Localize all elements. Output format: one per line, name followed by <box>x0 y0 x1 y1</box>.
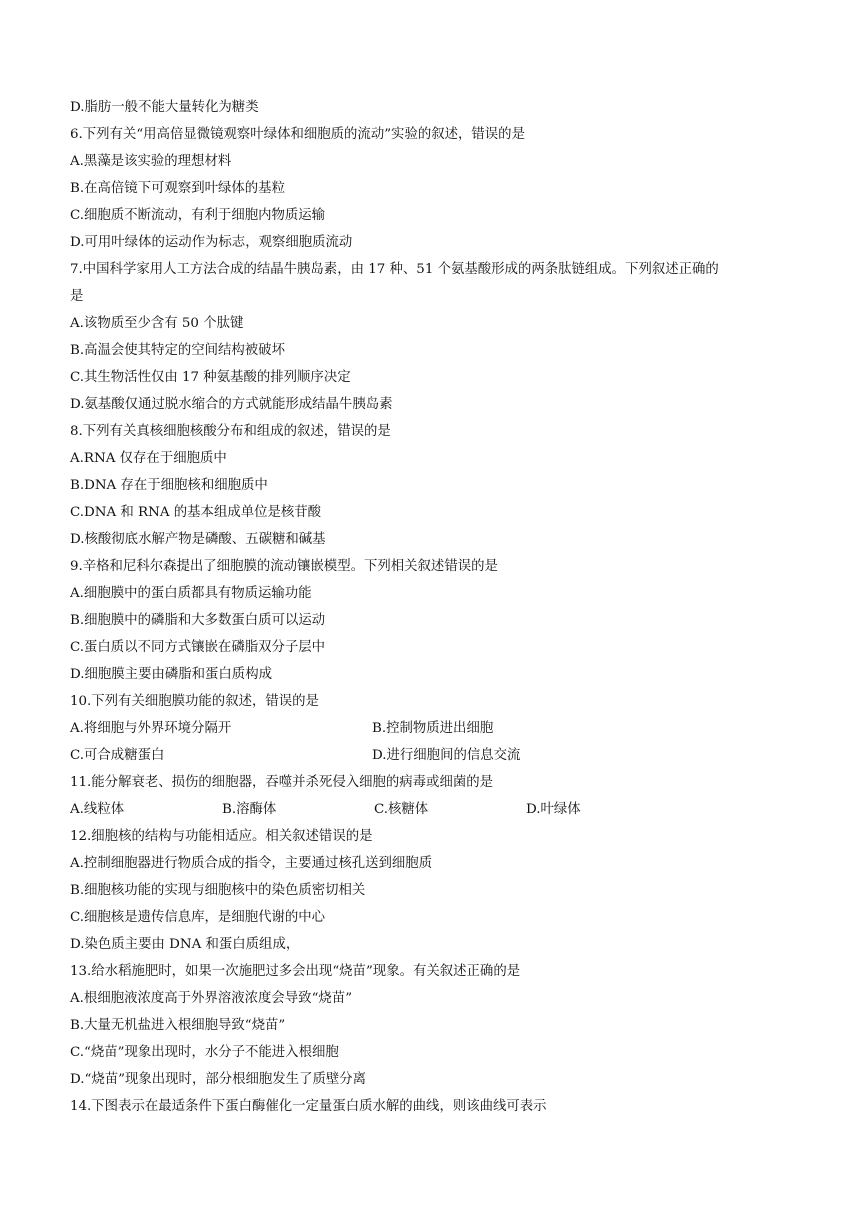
q7-option-d: D.氨基酸仅通过脱水缩合的方式就能形成结晶牛胰岛素 <box>70 397 393 412</box>
q9-option-b: B.细胞膜中的磷脂和大多数蛋白质可以运动 <box>70 613 326 628</box>
q8-option-b: B.DNA 存在于细胞核和细胞质中 <box>70 478 268 493</box>
q8-option-d: D.核酸彻底水解产物是磷酸、五碳糖和碱基 <box>70 532 326 547</box>
q6-stem: 6.下列有关“用高倍显微镜观察叶绿体和细胞质的流动”实验的叙述，错误的是 <box>70 127 525 142</box>
q12-option-d: D.染色质主要由 DNA 和蛋白质组成， <box>70 937 300 952</box>
q9-option-d: D.细胞膜主要由磷脂和蛋白质构成 <box>70 667 272 682</box>
q8-option-a: A.RNA 仅存在于细胞质中 <box>70 451 227 466</box>
q5-option-d: D.脂肪一般不能大量转化为糖类 <box>70 100 259 115</box>
q10-option-c: C.可合成糖蛋白 <box>70 748 165 763</box>
q10-stem: 10.下列有关细胞膜功能的叙述，错误的是 <box>70 694 319 709</box>
q10-option-a: A.将细胞与外界环境分隔开 <box>70 721 232 736</box>
q6-option-b: B.在高倍镜下可观察到叶绿体的基粒 <box>70 181 285 196</box>
q8-stem: 8.下列有关真核细胞核酸分布和组成的叙述，错误的是 <box>70 424 391 439</box>
q11-option-c: C.核糖体 <box>374 802 429 817</box>
q6-option-a: A.黑藻是该实验的理想材料 <box>70 154 232 169</box>
q10-option-d: D.进行细胞间的信息交流 <box>372 748 521 763</box>
q7-option-b: B.高温会使其特定的空间结构被破坏 <box>70 343 285 358</box>
q10-option-b: B.控制物质进出细胞 <box>372 721 494 736</box>
q11-option-a: A.线粒体 <box>70 802 125 817</box>
q13-option-b: B.大量无机盐进入根细胞导致“烧苗” <box>70 1018 286 1033</box>
q8-option-c: C.DNA 和 RNA 的基本组成单位是核苷酸 <box>70 505 322 520</box>
q9-option-c: C.蛋白质以不同方式镶嵌在磷脂双分子层中 <box>70 640 326 655</box>
q13-option-c: C.“烧苗”现象出现时，水分子不能进入根细胞 <box>70 1045 339 1060</box>
q12-stem: 12.细胞核的结构与功能相适应。相关叙述错误的是 <box>70 829 373 844</box>
q10-options-row2 <box>70 742 800 769</box>
q10-options-row1 <box>70 715 800 742</box>
q9-option-a: A.细胞膜中的蛋白质都具有物质运输功能 <box>70 586 312 601</box>
q11-option-d: D.叶绿体 <box>526 802 581 817</box>
q11-stem: 11.能分解衰老、损伤的细胞器，吞噬并杀死侵入细胞的病毒或细菌的是 <box>70 775 494 790</box>
q13-stem: 13.给水稻施肥时，如果一次施肥过多会出现“烧苗”现象。有关叙述正确的是 <box>70 964 521 979</box>
exam-page <box>70 94 800 1120</box>
q12-option-b: B.细胞核功能的实现与细胞核中的染色质密切相关 <box>70 883 366 898</box>
q7-option-a: A.该物质至少含有 50 个肽键 <box>70 316 244 331</box>
q12-option-a: A.控制细胞器进行物质合成的指令，主要通过核孔送到细胞质 <box>70 856 433 871</box>
q12-option-c: C.细胞核是遗传信息库，是细胞代谢的中心 <box>70 910 326 925</box>
q7-stem-line1: 7.中国科学家用人工方法合成的结晶牛胰岛素，由 17 种、51 个氨基酸形成的两条肽链组成。下列叙述正确的 <box>70 262 719 277</box>
q14-stem: 14.下图表示在最适条件下蛋白酶催化一定量蛋白质水解的曲线，则该曲线可表示 <box>70 1099 547 1114</box>
q7-option-c: C.其生物活性仅由 17 种氨基酸的排列顺序决定 <box>70 370 351 385</box>
q6-option-c: C.细胞质不断流动，有利于细胞内物质运输 <box>70 208 326 223</box>
q13-option-d: D.“烧苗”现象出现时，部分根细胞发生了质壁分离 <box>70 1072 367 1087</box>
q13-option-a: A.根细胞液浓度高于外界溶液浓度会导致“烧苗” <box>70 991 353 1006</box>
q11-options-row <box>70 796 800 823</box>
q9-stem: 9.辛格和尼科尔森提出了细胞膜的流动镶嵌模型。下列相关叙述错误的是 <box>70 559 498 574</box>
q6-option-d: D.可用叶绿体的运动作为标志，观察细胞质流动 <box>70 235 353 250</box>
q11-option-b: B.溶酶体 <box>222 802 277 817</box>
q7-stem-line2: 是 <box>70 289 84 304</box>
